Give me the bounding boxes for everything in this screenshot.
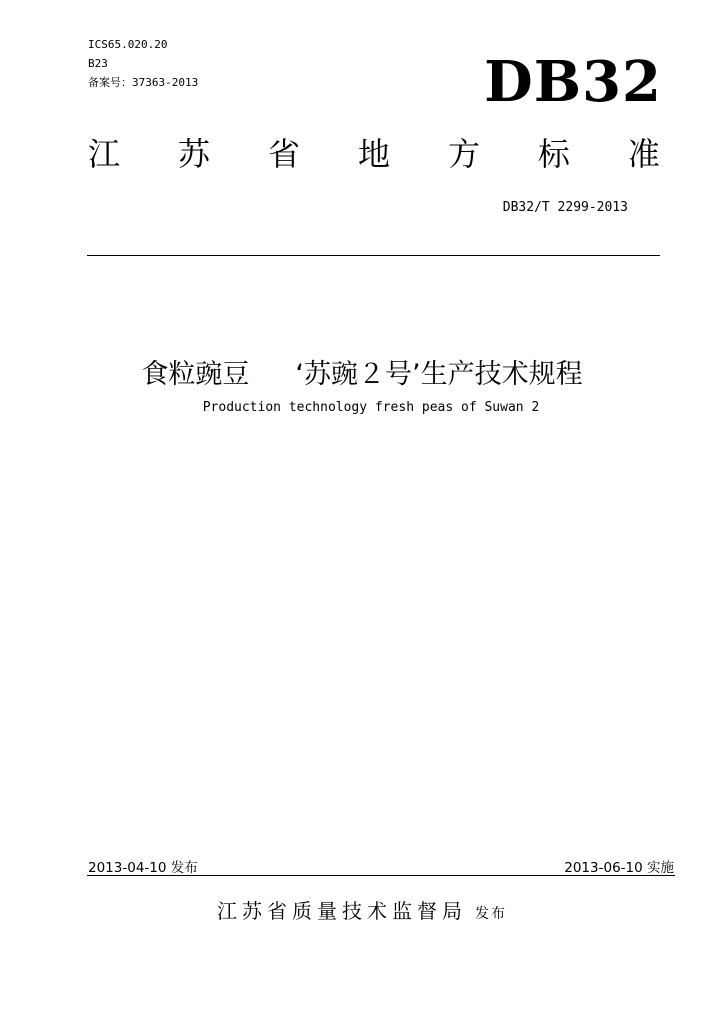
- document-title: [0, 355, 724, 395]
- standard-number: DB32/T 2299-2013: [502, 200, 628, 215]
- heading-char: 省: [267, 135, 300, 173]
- implementation-date: 2013-06-10 实施: [564, 860, 674, 876]
- issue-date: 2013-04-10 发布: [88, 860, 198, 876]
- standard-logo: DB32: [484, 49, 662, 115]
- heading-char: 准: [627, 135, 660, 173]
- heading-char: 标: [537, 135, 570, 173]
- standard-type-heading: [88, 134, 660, 174]
- english-title: Production technology fresh peas of Suwan 2: [202, 400, 540, 415]
- issuer-line: [0, 895, 724, 924]
- title-part-2: ‘苏豌２号’生产技术规程: [295, 359, 583, 390]
- record-number: 备案号：37363-2013: [88, 76, 199, 89]
- heading-char: 江: [88, 135, 121, 173]
- header-divider: [87, 255, 660, 256]
- heading-char: 地: [357, 135, 390, 173]
- heading-char: 苏: [177, 135, 210, 173]
- issue-label: 发布: [475, 906, 507, 922]
- classification-code: B23: [88, 57, 108, 70]
- footer-divider: [87, 875, 675, 876]
- ics-code: ICS65.020.20: [88, 38, 168, 51]
- title-part-1: 食粒豌豆: [141, 359, 250, 390]
- issuing-authority: 江苏省质量技术监督局: [217, 899, 467, 923]
- heading-char: 方: [447, 135, 480, 173]
